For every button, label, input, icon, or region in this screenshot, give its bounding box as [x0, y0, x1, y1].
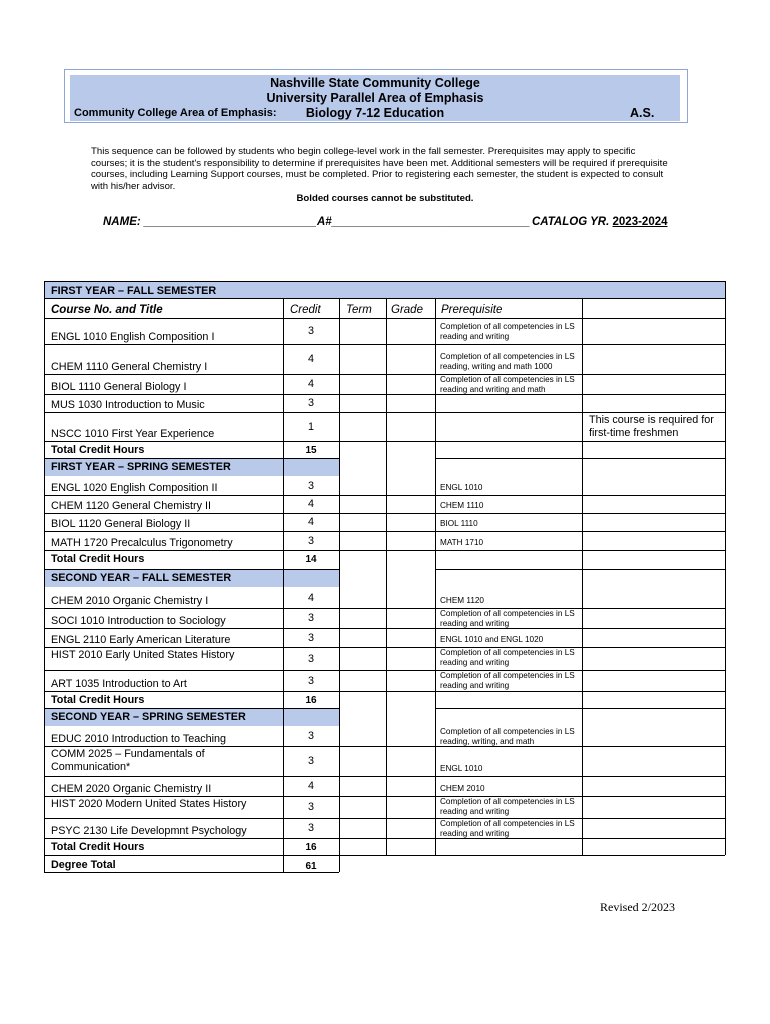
course-title: NSCC 1010 First Year Experience [51, 428, 215, 440]
course-credit: 3 [307, 822, 314, 834]
course-credit: 3 [307, 631, 314, 644]
course-title: HIST 2010 Early United States History [51, 649, 235, 661]
row-line [44, 746, 725, 747]
course-title: PSYC 2130 Life Developmnt Psychology [51, 825, 247, 837]
course-credit: 3 [307, 755, 314, 767]
row-line [44, 458, 339, 459]
course-prereq: BIOL 1110 [440, 519, 478, 528]
bold-note: Bolded courses cannot be substituted. [296, 193, 474, 204]
course-credit: 3 [307, 397, 314, 409]
catalog-year [532, 216, 668, 228]
course-credit: 4 [307, 591, 314, 604]
semester-title: SECOND YEAR – SPRING SEMESTER [51, 711, 246, 723]
table-border [44, 298, 725, 299]
course-credit: 3 [307, 534, 314, 547]
row-line [44, 374, 725, 375]
row-line [44, 670, 725, 671]
course-title: BIOL 1120 General Biology II [51, 518, 191, 530]
course-credit: 3 [307, 801, 314, 813]
total-label: Total Credit Hours [51, 694, 145, 706]
course-title: CHEM 1110 General Chemistry I [51, 361, 208, 373]
id-field[interactable]: A#_______________________________ [317, 216, 530, 228]
row-line [44, 855, 339, 856]
row-line [339, 855, 725, 856]
course-prereq: Completion of all competencies in LS reading and writing [440, 648, 575, 667]
course-title: COMM 2025 – Fundamentals of Communication* [51, 748, 205, 773]
row-line [44, 569, 339, 570]
course-credit: 3 [307, 479, 314, 492]
row-line [44, 513, 725, 514]
col-term: Term [346, 304, 372, 316]
area-label: Community College Area of Emphasis: [74, 107, 277, 119]
intro-paragraph: This sequence can be followed by students who begin college-level work in the fall semester. Prerequisites may apply to specific courses; it is the student's responsibility to determine if prerequisites have been met. Additional semesters will be required if prerequisite courses, including Learning Support courses, must be completed. Prior to registering each semester, the student is expected to consult with his/her advisor. [91, 146, 668, 192]
row-line [44, 394, 725, 395]
row-line [44, 838, 725, 839]
course-prereq: Completion of all competencies in LS reading and writing [440, 671, 575, 690]
course-note: This course is required for first-time freshmen [589, 414, 714, 439]
course-prereq: Completion of all competencies in LS reading, writing and math 1000 [440, 352, 575, 371]
course-title: CHEM 2010 Organic Chemistry I [51, 595, 209, 607]
table-border [725, 281, 726, 855]
col-line [339, 298, 340, 872]
course-title: ART 1035 Introduction to Art [51, 678, 187, 690]
catalog-label: CATALOG YR. [532, 216, 610, 228]
row-line [44, 608, 725, 609]
row-line [435, 708, 725, 709]
course-prereq: Completion of all competencies in LS reading and writing [440, 322, 575, 341]
row-line [44, 647, 725, 648]
row-line [44, 818, 725, 819]
col-credit: Credit [290, 304, 321, 316]
program-title: Biology 7-12 Education [305, 106, 445, 120]
area-title: University Parallel Area of Emphasis [266, 91, 484, 105]
course-prereq: Completion of all competencies in LS reading, writing, and math [440, 727, 575, 746]
total-label: Total Credit Hours [51, 841, 145, 853]
course-title: CHEM 2020 Organic Chemistry II [51, 783, 212, 795]
course-title: SOCI 1010 Introduction to Sociology [51, 615, 226, 627]
course-prereq: MATH 1710 [440, 538, 484, 547]
course-prereq: CHEM 1120 [440, 596, 484, 605]
course-title: ENGL 1010 English Composition I [51, 331, 215, 343]
col-line [582, 298, 583, 855]
course-title: BIOL 1110 General Biology I [51, 381, 187, 393]
semester-title: FIRST YEAR – FALL SEMESTER [51, 285, 217, 297]
total-credits: 14 [305, 554, 317, 565]
course-credit: 4 [307, 516, 314, 528]
course-prereq: CHEM 1110 [440, 501, 484, 510]
course-prereq: Completion of all competencies in LS reading and writing [440, 797, 575, 816]
course-title: ENGL 1020 English Composition II [51, 482, 218, 494]
row-line [435, 569, 725, 570]
course-title: MATH 1720 Precalculus Trigonometry [51, 537, 233, 549]
table-border [44, 281, 725, 282]
row-line [44, 344, 725, 345]
catalog-year-value: 2023-2024 [612, 216, 668, 228]
course-title: CHEM 1120 General Chemistry II [51, 500, 212, 512]
row-line [44, 495, 725, 496]
course-title: EDUC 2010 Introduction to Teaching [51, 733, 227, 745]
course-prereq: Completion of all competencies in LS reading and writing and math [440, 375, 575, 394]
course-prereq: ENGL 1010 and ENGL 1020 [440, 635, 544, 644]
course-credit: 3 [307, 325, 314, 337]
table-border [44, 318, 725, 319]
total-credits: 15 [305, 445, 317, 456]
col-grade: Grade [391, 304, 423, 316]
course-title: HIST 2020 Modern United States History [51, 798, 247, 810]
row-line [44, 550, 725, 551]
row-line [44, 628, 725, 629]
course-credit: 3 [307, 612, 314, 624]
course-title: ENGL 2110 Early American Literature [51, 634, 231, 646]
course-credit: 3 [307, 674, 314, 687]
total-credits: 16 [305, 695, 317, 706]
total-label: Total Credit Hours [51, 444, 145, 456]
course-credit: 4 [307, 353, 314, 365]
course-credit: 4 [307, 780, 314, 792]
row-line [44, 776, 725, 777]
course-credit: 3 [307, 652, 314, 665]
table-border [44, 281, 45, 872]
table-border [44, 872, 339, 873]
row-line [44, 708, 339, 709]
row-line [44, 441, 725, 442]
semester-title: SECOND YEAR – FALL SEMESTER [51, 572, 232, 584]
course-prereq: ENGL 1010 [440, 483, 483, 492]
name-field[interactable]: NAME: ___________________________ [103, 216, 317, 228]
row-line [44, 691, 725, 692]
course-credit: 1 [307, 420, 314, 433]
row-line [44, 412, 725, 413]
col-line [283, 298, 284, 872]
row-line [44, 531, 725, 532]
degree-type: A.S. [630, 106, 655, 120]
col-prereq: Prerequisite [441, 304, 503, 316]
course-title: MUS 1030 Introduction to Music [51, 399, 205, 411]
course-prereq: Completion of all competencies in LS reading and writing [440, 609, 575, 628]
row-line [44, 796, 725, 797]
course-credit: 4 [307, 498, 314, 510]
degree-total-label: Degree Total [51, 859, 116, 871]
degree-total: 61 [305, 861, 317, 872]
revised-date: Revised 2/2023 [600, 900, 675, 914]
row-line [435, 458, 725, 459]
course-credit: 3 [307, 730, 314, 742]
course-prereq: ENGL 1010 [440, 764, 483, 773]
course-prereq: CHEM 2010 [440, 784, 485, 793]
col-course: Course No. and Title [51, 304, 163, 316]
college-name: Nashville State Community College [270, 76, 480, 90]
col-line [435, 298, 436, 855]
course-prereq: Completion of all competencies in LS reading and writing [440, 819, 575, 838]
col-line [386, 298, 387, 855]
total-credits: 16 [305, 842, 317, 853]
total-label: Total Credit Hours [51, 553, 145, 565]
course-credit: 4 [307, 378, 314, 390]
semester-title: FIRST YEAR – SPRING SEMESTER [51, 461, 231, 473]
